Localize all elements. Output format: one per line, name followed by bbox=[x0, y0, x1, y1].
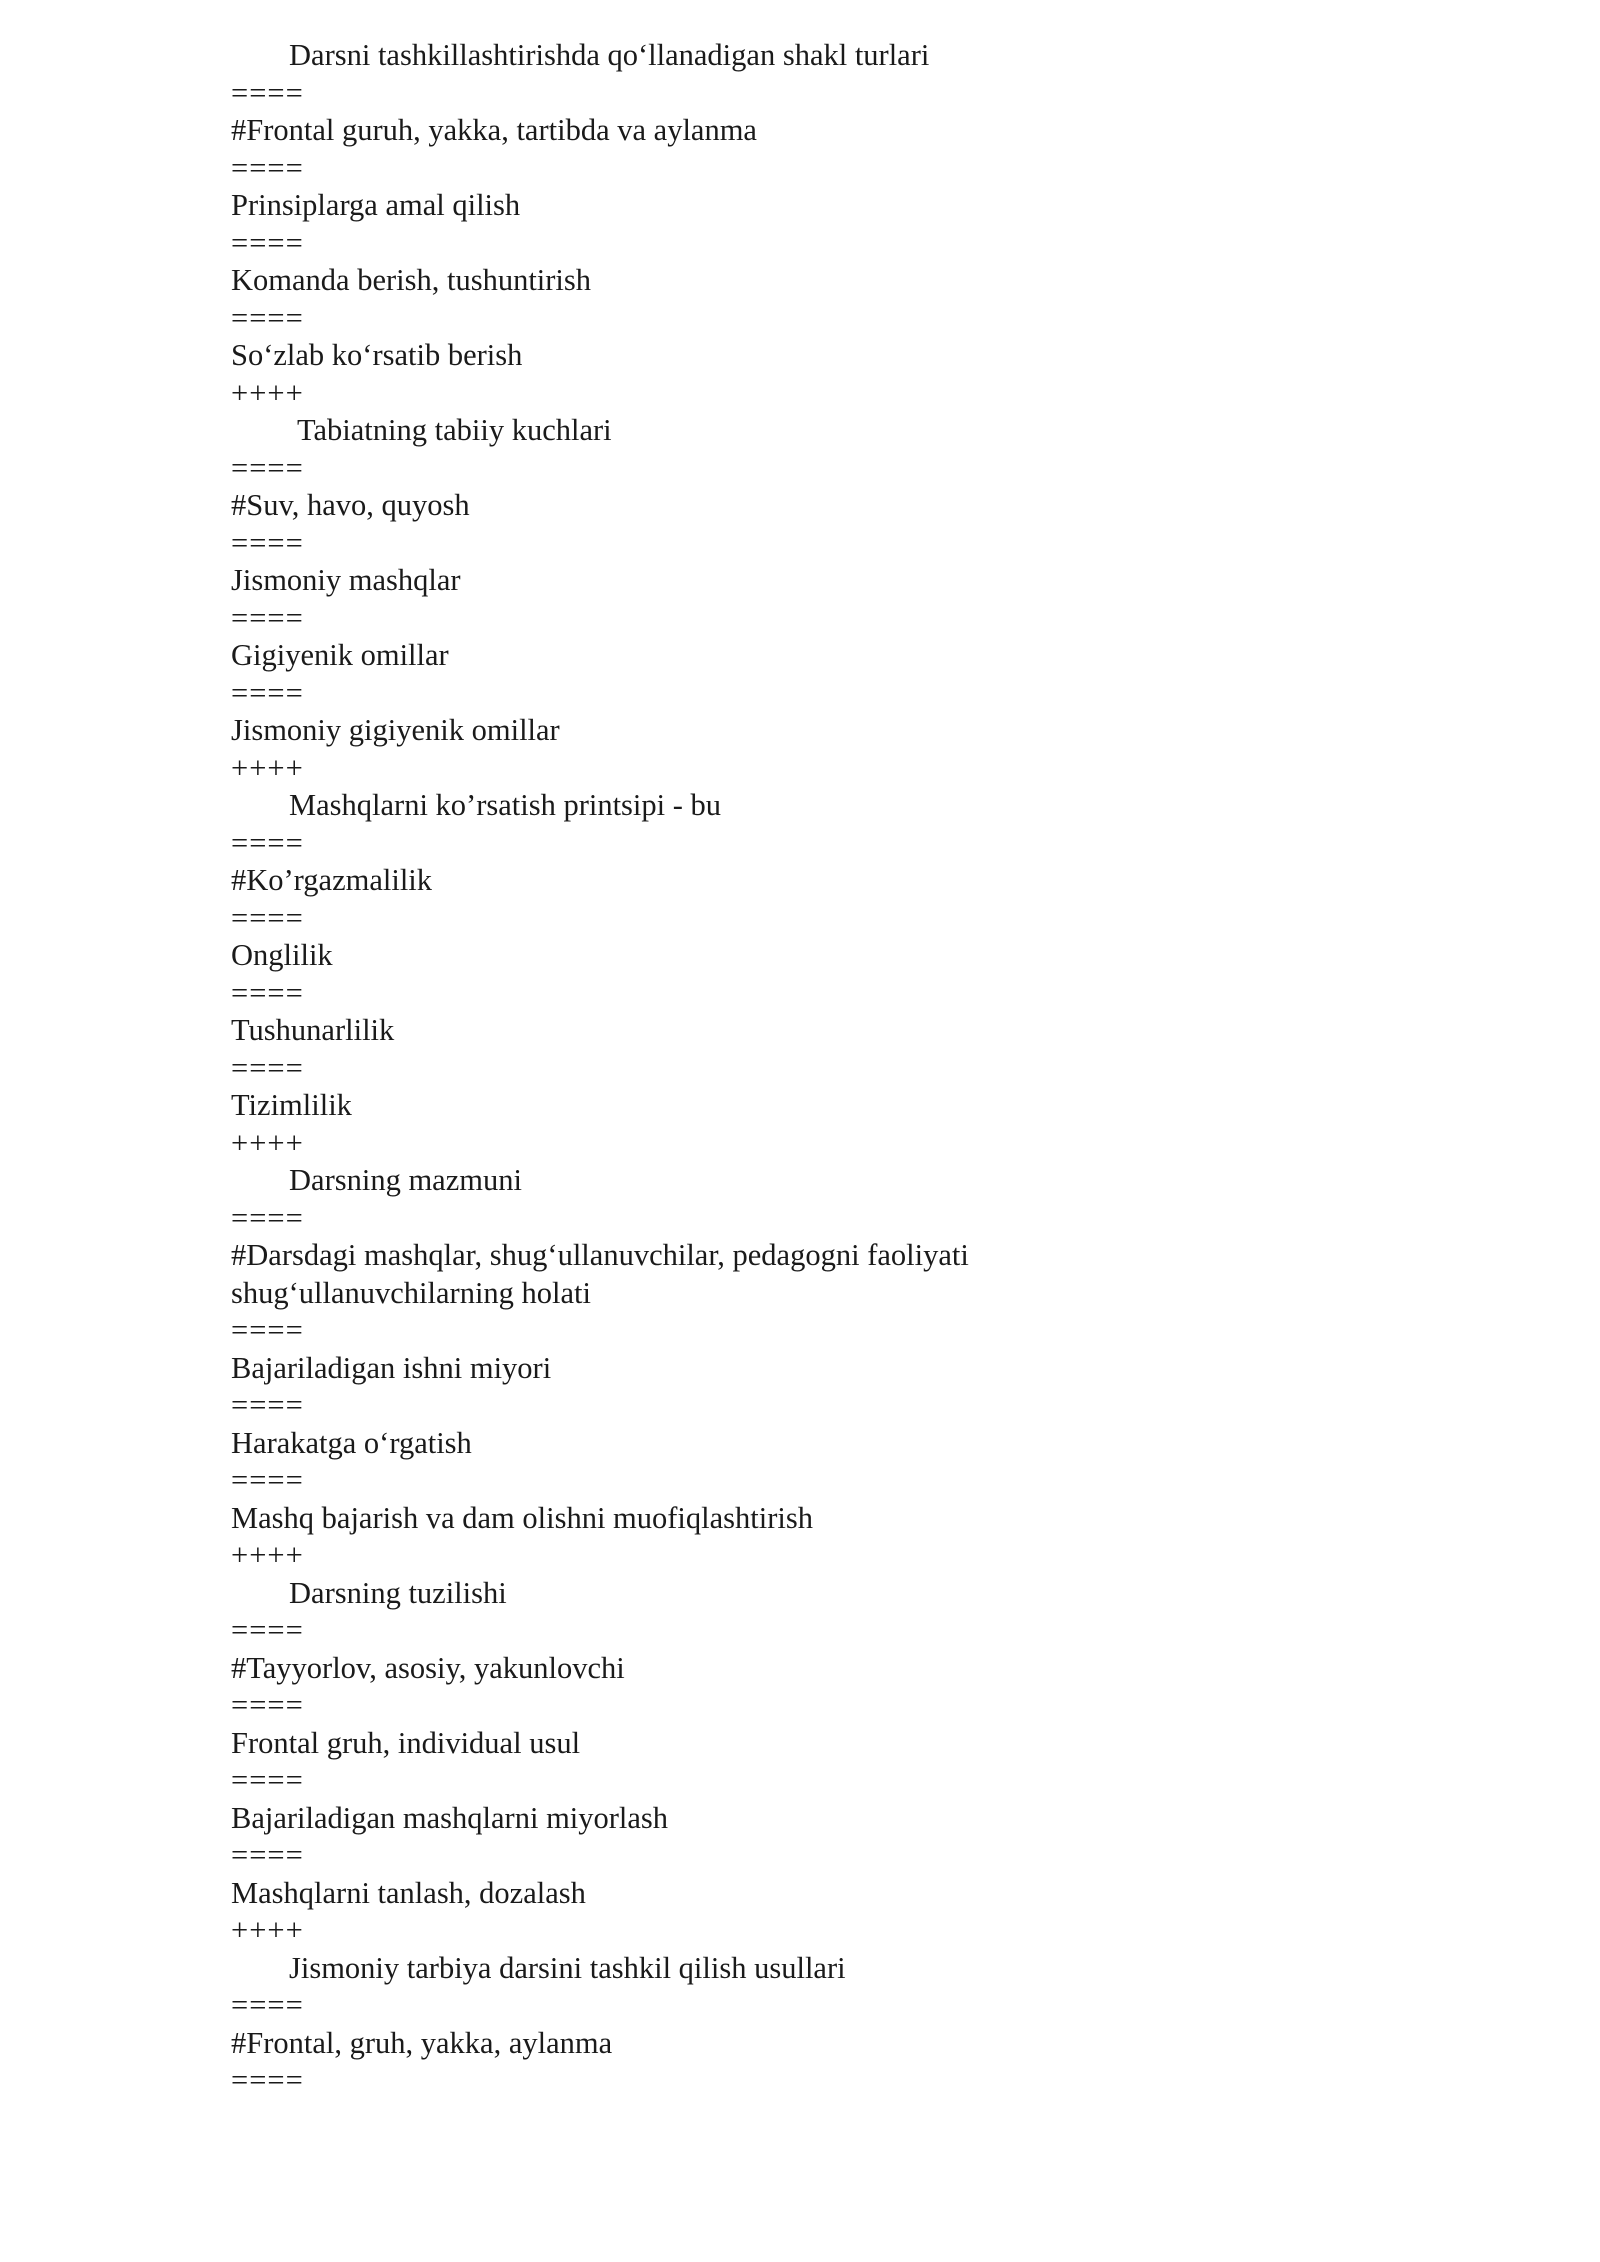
option-separator: ==== bbox=[231, 150, 304, 185]
option-separator: ==== bbox=[231, 1313, 304, 1347]
answer-option: Bajariladigan ishni miyori bbox=[231, 1350, 552, 1385]
question-separator: ++++ bbox=[231, 1913, 304, 1947]
option-separator: ==== bbox=[231, 1763, 304, 1797]
answer-option: Harakatga o‘rgatish bbox=[231, 1425, 472, 1460]
question-separator: ++++ bbox=[231, 1538, 304, 1572]
option-separator: ==== bbox=[231, 1200, 304, 1235]
question-text: Jismoniy tarbiya darsini tashkil qilish usullari bbox=[289, 1950, 846, 1985]
option-separator: ==== bbox=[231, 1613, 304, 1647]
question-text: Darsni tashkillashtirishda qo‘llanadigan shakl turlari bbox=[289, 38, 930, 72]
option-separator: ==== bbox=[231, 1988, 304, 2022]
question-separator: ++++ bbox=[231, 375, 304, 410]
answer-option: shug‘ullanuvchilarning holati bbox=[231, 1275, 591, 1310]
option-separator: ==== bbox=[231, 1838, 304, 1872]
option-separator: ==== bbox=[231, 75, 304, 110]
question-text: Darsning mazmuni bbox=[289, 1163, 522, 1197]
option-separator: ==== bbox=[231, 300, 304, 335]
option-separator: ==== bbox=[231, 975, 304, 1010]
test-question-list bbox=[231, 37, 1381, 2100]
option-separator: ==== bbox=[231, 450, 304, 485]
option-separator: ==== bbox=[231, 900, 304, 935]
answer-option: Komanda berish, tushuntirish bbox=[231, 263, 592, 297]
option-separator: ==== bbox=[231, 825, 304, 860]
option-separator: ==== bbox=[231, 1463, 304, 1497]
answer-option: Mashq bajarish va dam olishni muofiqlashtirish bbox=[231, 1500, 813, 1535]
question-text: Mashqlarni ko’rsatish printsipi - bu bbox=[289, 788, 722, 822]
answer-option: So‘zlab ko‘rsatib berish bbox=[231, 338, 523, 372]
correct-answer-option: #Suv, havo, quyosh bbox=[231, 488, 470, 522]
option-separator: ==== bbox=[231, 600, 304, 635]
correct-answer-option: #Ko’rgazmalilik bbox=[231, 863, 433, 897]
correct-answer-option: #Frontal, gruh, yakka, aylanma bbox=[231, 2025, 613, 2060]
answer-option: Tushunarlilik bbox=[231, 1013, 395, 1047]
question-text: Darsning tuzilishi bbox=[289, 1575, 507, 1610]
option-separator: ==== bbox=[231, 675, 304, 710]
correct-answer-option: #Tayyorlov, asosiy, yakunlovchi bbox=[231, 1650, 625, 1685]
option-separator: ==== bbox=[231, 1688, 304, 1722]
option-separator: ==== bbox=[231, 1388, 304, 1422]
option-separator: ==== bbox=[231, 2063, 304, 2097]
answer-option: Jismoniy gigiyenik omillar bbox=[231, 713, 560, 747]
correct-answer-option: #Darsdagi mashqlar, shug‘ullanuvchilar, pedagogni faoliyati bbox=[231, 1238, 969, 1272]
answer-option: Prinsiplarga amal qilish bbox=[231, 188, 521, 222]
answer-option: Gigiyenik omillar bbox=[231, 638, 449, 672]
correct-answer-option: #Frontal guruh, yakka, tartibda va aylanma bbox=[231, 113, 757, 147]
answer-option: Tizimlilik bbox=[231, 1088, 352, 1122]
answer-option: Jismoniy mashqlar bbox=[231, 563, 461, 597]
option-separator: ==== bbox=[231, 225, 304, 260]
question-separator: ++++ bbox=[231, 750, 304, 785]
option-separator: ==== bbox=[231, 1050, 304, 1085]
answer-option: Mashqlarni tanlash, dozalash bbox=[231, 1875, 586, 1910]
answer-option: Frontal gruh, individual usul bbox=[231, 1725, 581, 1760]
answer-option: Onglilik bbox=[231, 938, 333, 972]
question-separator: ++++ bbox=[231, 1125, 304, 1160]
option-separator: ==== bbox=[231, 525, 304, 560]
answer-option: Bajariladigan mashqlarni miyorlash bbox=[231, 1800, 669, 1835]
question-text: Tabiatning tabiiy kuchlari bbox=[297, 413, 612, 447]
